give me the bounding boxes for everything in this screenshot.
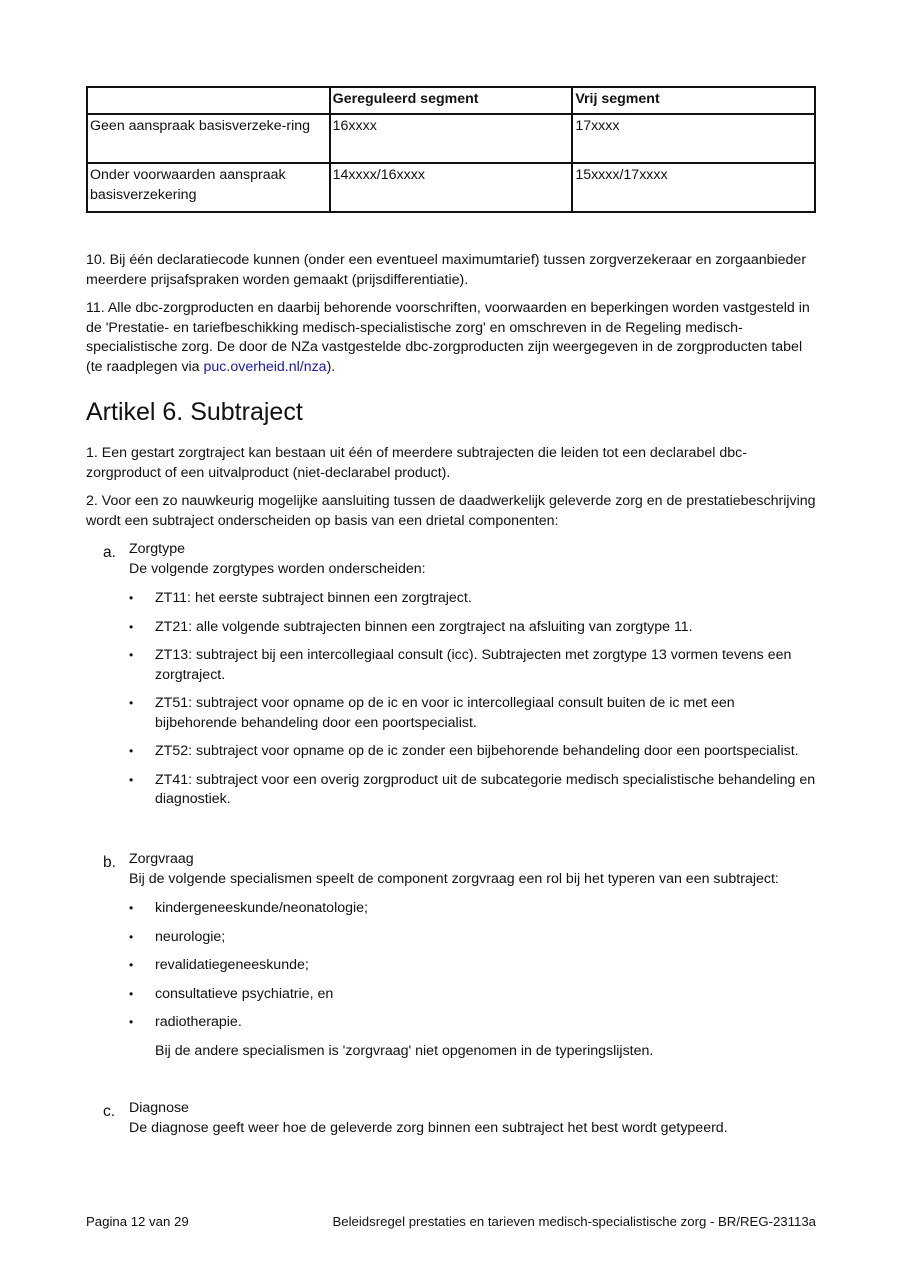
- document-reference: Beleidsregel prestaties en tarieven medisch-specialistische zorg - BR/REG-23113a: [332, 1214, 816, 1229]
- paragraph-11-end: ).: [326, 358, 336, 375]
- table-row: [87, 114, 815, 163]
- segment-table: [86, 86, 816, 213]
- zorgvraag-note: Bij de andere specialismen is 'zorgvraag' niet opgenomen in de typeringslijsten.: [155, 1042, 654, 1059]
- component-diagnose: [103, 1099, 818, 1138]
- page-number: Pagina 12 van 29: [86, 1214, 189, 1229]
- zorgvraag-list: [129, 899, 818, 1033]
- component-zorgvraag: [103, 850, 818, 1061]
- list-item: • revalidatiegeneeskunde;: [129, 956, 818, 976]
- bullet-icon: •: [129, 986, 134, 1001]
- list-item: • kindergeneeskunde/neonatologie;: [129, 899, 818, 919]
- table-cell-vrij: 17xxxx: [572, 114, 815, 163]
- component-letter: a.: [103, 544, 116, 561]
- bullet-icon: •: [129, 696, 134, 710]
- table-cell-gereguleerd: 16xxxx: [330, 114, 573, 163]
- component-letter: c.: [103, 1103, 116, 1120]
- list-item: • ZT13: subtraject bij een intercollegiaal consult (icc). Subtrajecten met zorgtype 13 vormen tevens een zorgtraject.: [129, 647, 792, 683]
- paragraph-11: [86, 299, 816, 377]
- table-header-empty: [87, 87, 330, 114]
- list-item: • radiotherapie.: [129, 1013, 818, 1033]
- list-item: • consultatieve psychiatrie, en: [129, 985, 818, 1005]
- list-item: • neurologie;: [129, 928, 818, 948]
- article-paragraph-1: 1. Een gestart zorgtraject kan bestaan uit één of meerdere subtrajecten die leiden tot een declarabel dbc-zorgproduct of een uitvalproduct (niet-declarabel product).: [86, 445, 747, 481]
- table-cell-label: Onder voorwaarden aanspraak basisverzekering: [87, 163, 330, 212]
- component-intro: De volgende zorgtypes worden onderscheiden:: [129, 560, 426, 577]
- bullet-icon: •: [129, 929, 134, 944]
- table-header-gereguleerd: Gereguleerd segment: [330, 87, 573, 114]
- bullet-icon: •: [129, 1015, 134, 1029]
- component-letter: b.: [103, 854, 116, 871]
- list-item: • ZT51: subtraject voor opname op de ic en voor ic intercollegiaal consult buiten de ic met een bijbehorende behandeling door een poortspecialist.: [129, 695, 735, 731]
- article-title: Artikel 6. Subtraject: [86, 398, 303, 426]
- component-zorgtype: [103, 540, 818, 819]
- bullet-icon: •: [129, 648, 134, 662]
- bullet-icon: •: [129, 591, 134, 605]
- list-item: • ZT41: subtraject voor een overig zorgproduct uit de subcategorie medisch specialistische behandeling en diagnostiek.: [129, 771, 816, 807]
- bullet-icon: •: [129, 772, 134, 787]
- list-item: • ZT52: subtraject voor opname op de ic zonder een bijbehorende behandeling door een poortspecialist.: [129, 742, 818, 762]
- puc-overheid-link[interactable]: puc.overheid.nl/nza: [203, 358, 327, 375]
- table-header-row: [87, 87, 815, 114]
- table-cell-vrij: 15xxxx/17xxxx: [572, 163, 815, 212]
- zorgtype-list: [129, 589, 818, 810]
- paragraph-10: 10. Bij één declaratiecode kunnen (onder een eventueel maximumtarief) tussen zorgverzekeraar en zorgaanbieder meerdere prijsafspraken worden gemaakt (prijsdifferentiatie).: [86, 252, 807, 288]
- component-intro: Bij de volgende specialismen speelt de component zorgvraag een rol bij het typeren van een subtraject:: [129, 870, 779, 887]
- component-intro: De diagnose geeft weer hoe de geleverde zorg binnen een subtraject het best wordt getypeerd.: [129, 1119, 728, 1136]
- paragraph-11-text: 11. Alle dbc-zorgproducten en daarbij behorende voorschriften, voorwaarden en beperkingen worden vastgesteld in de 'Prestatie- en tariefbeschikking medisch-specialistische zorg' en omschreven in de Regeling medisch-specialistische zorg. De door de NZa vastgestelde dbc-zorgproducten zijn weergegeven in de zorgproducten tabel (te raadplegen via: [86, 300, 810, 375]
- list-item: • ZT11: het eerste subtraject binnen een zorgtraject.: [129, 589, 818, 609]
- bullet-icon: •: [129, 901, 134, 915]
- article-paragraph-2: 2. Voor een zo nauwkeurig mogelijke aansluiting tussen de daadwerkelijk geleverde zorg en de prestatiebeschrijving wordt een subtraject onderscheiden op basis van een drietal componenten:: [86, 493, 816, 529]
- table-row: [87, 163, 815, 212]
- bullet-icon: •: [129, 744, 134, 758]
- bullet-icon: •: [129, 619, 134, 634]
- component-title: Zorgtype: [129, 541, 185, 557]
- table-cell-label: Geen aanspraak basisverzeke-ring: [87, 114, 330, 163]
- table-header-vrij: Vrij segment: [572, 87, 815, 114]
- component-title: Diagnose: [129, 1100, 189, 1116]
- list-item: • ZT21: alle volgende subtrajecten binnen een zorgtraject na afsluiting van zorgtype 11.: [129, 618, 818, 638]
- bullet-icon: •: [129, 958, 134, 972]
- component-title: Zorgvraag: [129, 851, 194, 867]
- table-cell-gereguleerd: 14xxxx/16xxxx: [330, 163, 573, 212]
